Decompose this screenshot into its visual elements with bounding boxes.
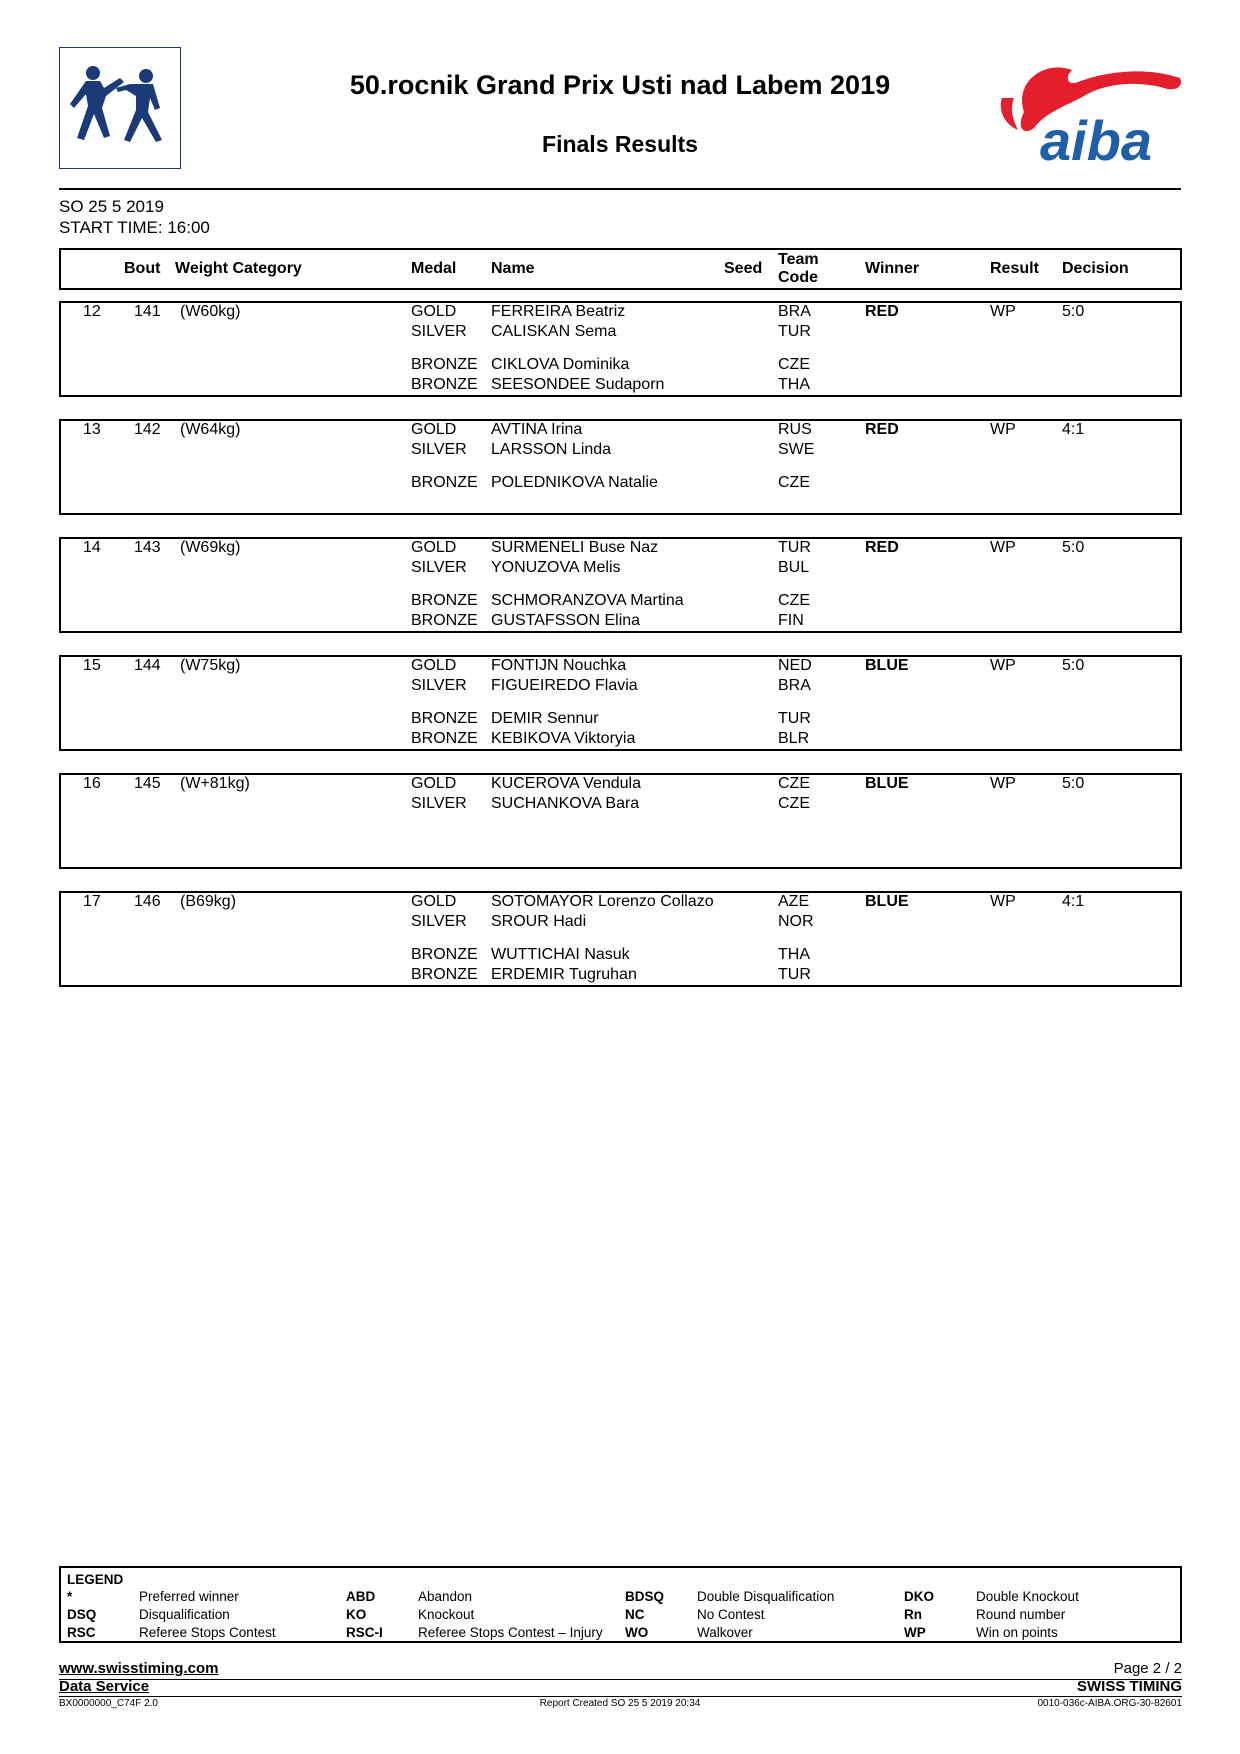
gold-name: SOTOMAYOR Lorenzo Collazo: [491, 893, 714, 910]
report-created: Report Created SO 25 5 2019 20:34: [539, 1698, 701, 1709]
weight-category: (W69kg): [180, 539, 241, 556]
bronze-name: SCHMORANZOVA Martina: [491, 592, 684, 609]
legend-code: Rn: [904, 1607, 922, 1622]
silver-name: YONUZOVA Melis: [491, 559, 621, 576]
medal-bronze: BRONZE: [411, 612, 478, 629]
weight-category: (W75kg): [180, 657, 241, 674]
page-subtitle: Finals Results: [542, 131, 698, 157]
silver-team: CZE: [778, 795, 810, 812]
bronze-name: POLEDNIKOVA Natalie: [491, 474, 658, 491]
legend-description: Abandon: [418, 1589, 473, 1604]
legend-code: WP: [904, 1625, 926, 1640]
medal-bronze: BRONZE: [411, 474, 478, 491]
start-time: START TIME: 16:00: [59, 218, 210, 237]
legend-description: Knockout: [418, 1607, 475, 1622]
legend-code: DKO: [904, 1589, 934, 1604]
legend-code: BDSQ: [625, 1589, 665, 1604]
gold-name: FERREIRA Beatriz: [491, 303, 626, 320]
bronze-team: THA: [778, 946, 810, 963]
gold-team: CZE: [778, 775, 810, 792]
legend-description: Double Disqualification: [697, 1589, 835, 1604]
bout-id: 143: [134, 539, 161, 556]
bout-id: 145: [134, 775, 161, 792]
bout-row: [59, 419, 1182, 515]
weight-category: (W60kg): [180, 303, 241, 320]
bronze-team: TUR: [778, 966, 811, 983]
weight-category: (W+81kg): [180, 775, 250, 792]
medal-bronze: BRONZE: [411, 730, 478, 747]
swiss-timing-label: SWISS TIMING: [1077, 1678, 1182, 1695]
silver-name: SROUR Hadi: [491, 913, 587, 930]
medal-silver: SILVER: [411, 913, 467, 930]
winner-corner: BLUE: [865, 657, 909, 674]
gold-team: NED: [778, 657, 812, 674]
bronze-team: CZE: [778, 356, 810, 373]
bronze-name: ERDEMIR Tugruhan: [491, 966, 637, 983]
gold-name: AVTINA Irina: [491, 421, 583, 438]
col-winner: Winner: [865, 260, 920, 277]
bronze-team: CZE: [778, 592, 810, 609]
medal-silver: SILVER: [411, 441, 467, 458]
decision: 4:1: [1062, 893, 1085, 910]
legend-description: Double Knockout: [976, 1589, 1079, 1604]
legend-description: Preferred winner: [139, 1589, 239, 1604]
winner-corner: RED: [865, 421, 899, 438]
medal-gold: GOLD: [411, 539, 457, 556]
col-result: Result: [990, 260, 1039, 277]
gold-team: AZE: [778, 893, 810, 910]
aiba-logo: [994, 52, 1184, 167]
col-seed: Seed: [724, 260, 763, 277]
bronze-team: BLR: [778, 730, 810, 747]
medal-gold: GOLD: [411, 775, 457, 792]
medal-silver: SILVER: [411, 795, 467, 812]
bout-id: 141: [134, 303, 161, 320]
legend-description: Disqualification: [139, 1607, 230, 1622]
col-weight-category: Weight Category: [175, 260, 302, 277]
silver-team: BRA: [778, 677, 811, 694]
bout-id: 144: [134, 657, 161, 674]
bronze-name: WUTTICHAI Nasuk: [491, 946, 630, 963]
legend-description: Referee Stops Contest: [139, 1625, 276, 1640]
col-decision: Decision: [1062, 260, 1129, 277]
col-name: Name: [491, 260, 535, 277]
col-medal: Medal: [411, 260, 457, 277]
legend-code: RSC: [67, 1625, 96, 1640]
col-team: Team: [778, 251, 819, 268]
medal-gold: GOLD: [411, 421, 457, 438]
boxing-logo: [59, 47, 181, 169]
legend-code: WO: [625, 1625, 649, 1640]
bout-id: 146: [134, 893, 161, 910]
winner-corner: RED: [865, 539, 899, 556]
silver-team: NOR: [778, 913, 814, 930]
medal-bronze: BRONZE: [411, 592, 478, 609]
gold-team: TUR: [778, 539, 811, 556]
bout-id: 142: [134, 421, 161, 438]
legend-code: ABD: [346, 1589, 376, 1604]
result: WP: [990, 539, 1016, 556]
legend-description: Walkover: [697, 1625, 753, 1640]
boxers-icon: [60, 48, 179, 167]
medal-gold: GOLD: [411, 657, 457, 674]
legend-title: LEGEND: [67, 1572, 124, 1587]
medal-gold: GOLD: [411, 303, 457, 320]
medal-silver: SILVER: [411, 323, 467, 340]
legend-code: NC: [625, 1607, 645, 1622]
medal-bronze: BRONZE: [411, 356, 478, 373]
bout-number: 12: [83, 303, 101, 320]
silver-name: CALISKAN Sema: [491, 323, 617, 340]
gold-name: SURMENELI Buse Naz: [491, 539, 659, 556]
gold-team: BRA: [778, 303, 811, 320]
data-service-label: Data Service: [59, 1678, 150, 1695]
silver-name: LARSSON Linda: [491, 441, 612, 458]
medal-silver: SILVER: [411, 677, 467, 694]
legend-description: No Contest: [697, 1607, 765, 1622]
legend-code: DSQ: [67, 1607, 97, 1622]
header-divider: [59, 188, 1181, 190]
bout-number: 14: [83, 539, 101, 556]
event-date: SO 25 5 2019: [59, 197, 164, 216]
bronze-team: CZE: [778, 474, 810, 491]
decision: 5:0: [1062, 539, 1085, 556]
medal-bronze: BRONZE: [411, 966, 478, 983]
bronze-name: GUSTAFSSON Elina: [491, 612, 641, 629]
bout-row: [59, 301, 1182, 397]
result: WP: [990, 421, 1016, 438]
result: WP: [990, 303, 1016, 320]
page-title: 50.rocnik Grand Prix Usti nad Labem 2019: [349, 70, 891, 100]
decision: 5:0: [1062, 303, 1085, 320]
legend-description: Win on points: [976, 1625, 1058, 1640]
bout-row: [59, 537, 1182, 633]
bout-number: 16: [83, 775, 101, 792]
decision: 5:0: [1062, 657, 1085, 674]
bronze-name: CIKLOVA Dominika: [491, 356, 630, 373]
winner-corner: BLUE: [865, 893, 909, 910]
legend-description: Round number: [976, 1607, 1066, 1622]
result: WP: [990, 657, 1016, 674]
legend-description: Referee Stops Contest – Injury: [418, 1625, 603, 1640]
bout-number: 13: [83, 421, 101, 438]
decision: 5:0: [1062, 775, 1085, 792]
bout-row: [59, 655, 1182, 751]
legend: [59, 1566, 1182, 1643]
winner-corner: RED: [865, 303, 899, 320]
bronze-name: KEBIKOVA Viktoryia: [491, 730, 636, 747]
medal-silver: SILVER: [411, 559, 467, 576]
medal-bronze: BRONZE: [411, 710, 478, 727]
col-bout: Bout: [124, 260, 161, 277]
page-number: Page 2 / 2: [1113, 1660, 1182, 1677]
col-code: Code: [778, 269, 818, 286]
silver-name: SUCHANKOVA Bara: [491, 795, 640, 812]
winner-corner: BLUE: [865, 775, 909, 792]
bout-number: 15: [83, 657, 101, 674]
legend-code: KO: [346, 1607, 367, 1622]
bronze-team: FIN: [778, 612, 804, 629]
silver-name: FIGUEIREDO Flavia: [491, 677, 638, 694]
result: WP: [990, 893, 1016, 910]
gold-name: FONTIJN Nouchka: [491, 657, 627, 674]
silver-team: SWE: [778, 441, 815, 458]
bronze-name: SEESONDEE Sudaporn: [491, 376, 665, 393]
bronze-team: TUR: [778, 710, 811, 727]
medal-bronze: BRONZE: [411, 946, 478, 963]
column-header-row: [59, 248, 1182, 290]
doc-code: BX0000000_C74F 2.0: [59, 1698, 158, 1709]
gold-team: RUS: [778, 421, 812, 438]
bronze-team: THA: [778, 376, 810, 393]
decision: 4:1: [1062, 421, 1085, 438]
legend-code: RSC-I: [346, 1625, 383, 1640]
bout-number: 17: [83, 893, 101, 910]
reference-code: 0010-036c-AIBA.ORG-30-82601: [1037, 1698, 1182, 1709]
bronze-name: DEMIR Sennur: [491, 710, 599, 727]
gold-name: KUCEROVA Vendula: [491, 775, 642, 792]
silver-team: TUR: [778, 323, 811, 340]
bout-row: [59, 891, 1182, 987]
website-link[interactable]: www.swisstiming.com: [59, 1660, 219, 1677]
aiba-wordmark: aiba: [1040, 109, 1153, 167]
silver-team: BUL: [778, 559, 810, 576]
weight-category: (W64kg): [180, 421, 241, 438]
bout-row: [59, 773, 1182, 869]
footer-divider-2: [59, 1696, 1182, 1697]
result: WP: [990, 775, 1016, 792]
medal-gold: GOLD: [411, 893, 457, 910]
legend-code: *: [67, 1589, 73, 1604]
medal-bronze: BRONZE: [411, 376, 478, 393]
weight-category: (B69kg): [180, 893, 237, 910]
